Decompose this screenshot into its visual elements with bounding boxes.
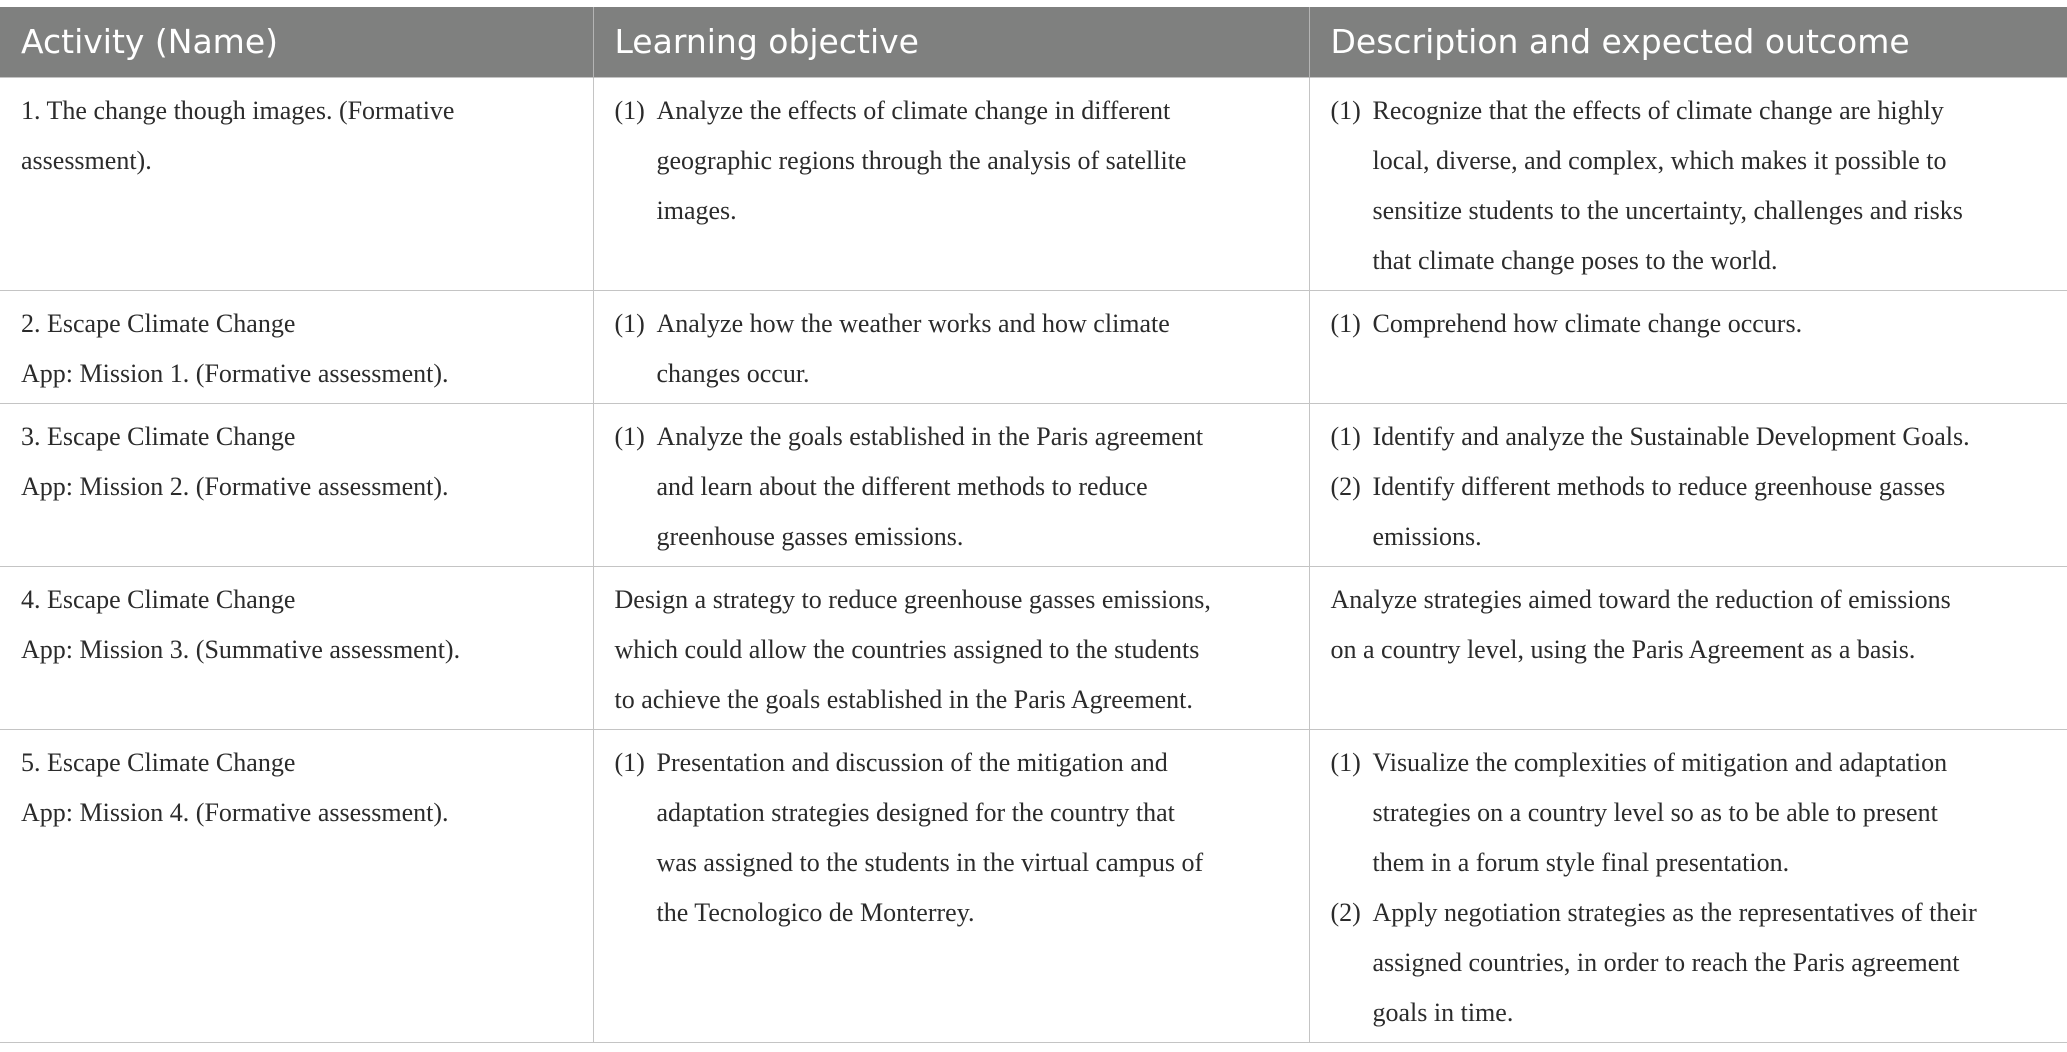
text-line: Analyze the effects of climate change in different (656, 95, 1171, 125)
header-activity: Activity (Name) (0, 7, 593, 77)
header-row (0, 7, 2067, 77)
item-number: (1) (614, 95, 645, 125)
activity-cell (0, 77, 593, 290)
text-line: Recognize that the effects of climate change are highly (1372, 95, 1944, 125)
activity-cell (0, 566, 593, 729)
objective-cell (593, 290, 1309, 403)
text-line: the Tecnologico de Monterrey. (656, 897, 975, 927)
numbered-item (615, 299, 1289, 399)
paragraph (1331, 575, 2048, 675)
text-line: changes occur. (656, 358, 810, 388)
objective-cell (593, 403, 1309, 566)
outcome-cell (1309, 290, 2067, 403)
numbered-item (1331, 299, 2048, 349)
outcome-cell (1309, 403, 2067, 566)
activity-line: 2. Escape Climate Change (21, 308, 296, 338)
text-line: sensitize students to the uncertainty, challenges and risks (1372, 195, 1963, 225)
numbered-item (1331, 412, 2048, 462)
text-line: Analyze strategies aimed toward the reduction of emissions (1330, 584, 1951, 614)
table-header (0, 7, 2067, 77)
activity-line: App: Mission 2. (Formative assessment). (21, 471, 449, 501)
text-line: images. (656, 195, 737, 225)
numbered-item (615, 738, 1289, 938)
text-line: Identify different methods to reduce greenhouse gasses (1372, 471, 1946, 501)
objective-cell (593, 77, 1309, 290)
table-row (0, 729, 2067, 1042)
numbered-item (1331, 462, 2048, 562)
numbered-item (615, 86, 1289, 236)
table-row (0, 77, 2067, 290)
numbered-item (1331, 86, 2048, 286)
text-line: greenhouse gasses emissions. (656, 521, 964, 551)
activity-line: App: Mission 3. (Summative assessment). (21, 634, 461, 664)
paragraph (615, 575, 1289, 725)
text-line: Comprehend how climate change occurs. (1372, 308, 1803, 338)
numbered-item (1331, 888, 2048, 1038)
text-line: Visualize the complexities of mitigation and adaptation (1372, 747, 1948, 777)
text-line: Apply negotiation strategies as the representatives of their (1372, 897, 1977, 927)
text-line: local, diverse, and complex, which makes it possible to (1372, 145, 1947, 175)
item-number: (1) (1330, 747, 1361, 777)
item-number: (1) (614, 747, 645, 777)
activities-table (0, 7, 2067, 1043)
activity-cell (0, 729, 593, 1042)
text-line: was assigned to the students in the virtual campus of (656, 847, 1204, 877)
numbered-item (615, 412, 1289, 562)
table-row (0, 290, 2067, 403)
text-line: Analyze how the weather works and how climate (656, 308, 1170, 338)
outcome-cell (1309, 729, 2067, 1042)
text-line: goals in time. (1372, 997, 1514, 1027)
header-learning-objective: Learning objective (593, 7, 1309, 77)
text-line: Presentation and discussion of the mitigation and (656, 747, 1168, 777)
activity-line: 1. The change though images. (Formative (21, 95, 455, 125)
table-row (0, 403, 2067, 566)
table-row (0, 566, 2067, 729)
objective-cell (593, 566, 1309, 729)
text-line: Analyze the goals established in the Paris agreement (656, 421, 1204, 451)
activity-line: assessment). (21, 145, 152, 175)
text-line: Identify and analyze the Sustainable Development Goals. (1372, 421, 1970, 451)
text-line: Design a strategy to reduce greenhouse gasses emissions, (614, 584, 1211, 614)
objective-cell (593, 729, 1309, 1042)
item-number: (1) (614, 421, 645, 451)
text-line: to achieve the goals established in the Paris Agreement. (614, 684, 1193, 714)
text-line: assigned countries, in order to reach the Paris agreement (1372, 947, 1960, 977)
activity-line: 4. Escape Climate Change (21, 584, 296, 614)
text-line: that climate change poses to the world. (1372, 245, 1778, 275)
activity-cell (0, 403, 593, 566)
text-line: and learn about the different methods to reduce (656, 471, 1148, 501)
activity-line: 5. Escape Climate Change (21, 747, 296, 777)
activity-cell (0, 290, 593, 403)
table-body (0, 77, 2067, 1042)
outcome-cell (1309, 566, 2067, 729)
text-line: geographic regions through the analysis of satellite (656, 145, 1187, 175)
header-description-outcome: Description and expected outcome (1309, 7, 2067, 77)
text-line: emissions. (1372, 521, 1482, 551)
activity-line: App: Mission 4. (Formative assessment). (21, 797, 449, 827)
activity-line: 3. Escape Climate Change (21, 421, 296, 451)
numbered-item (1331, 738, 2048, 888)
outcome-cell (1309, 77, 2067, 290)
text-line: adaptation strategies designed for the country that (656, 797, 1175, 827)
text-line: them in a forum style final presentation. (1372, 847, 1790, 877)
item-number: (2) (1330, 471, 1361, 501)
activity-line: App: Mission 1. (Formative assessment). (21, 358, 449, 388)
item-number: (2) (1330, 897, 1361, 927)
item-number: (1) (614, 308, 645, 338)
text-line: which could allow the countries assigned to the students (614, 634, 1200, 664)
item-number: (1) (1330, 421, 1361, 451)
text-line: strategies on a country level so as to be able to present (1372, 797, 1938, 827)
text-line: on a country level, using the Paris Agreement as a basis. (1330, 634, 1916, 664)
item-number: (1) (1330, 95, 1361, 125)
item-number: (1) (1330, 308, 1361, 338)
